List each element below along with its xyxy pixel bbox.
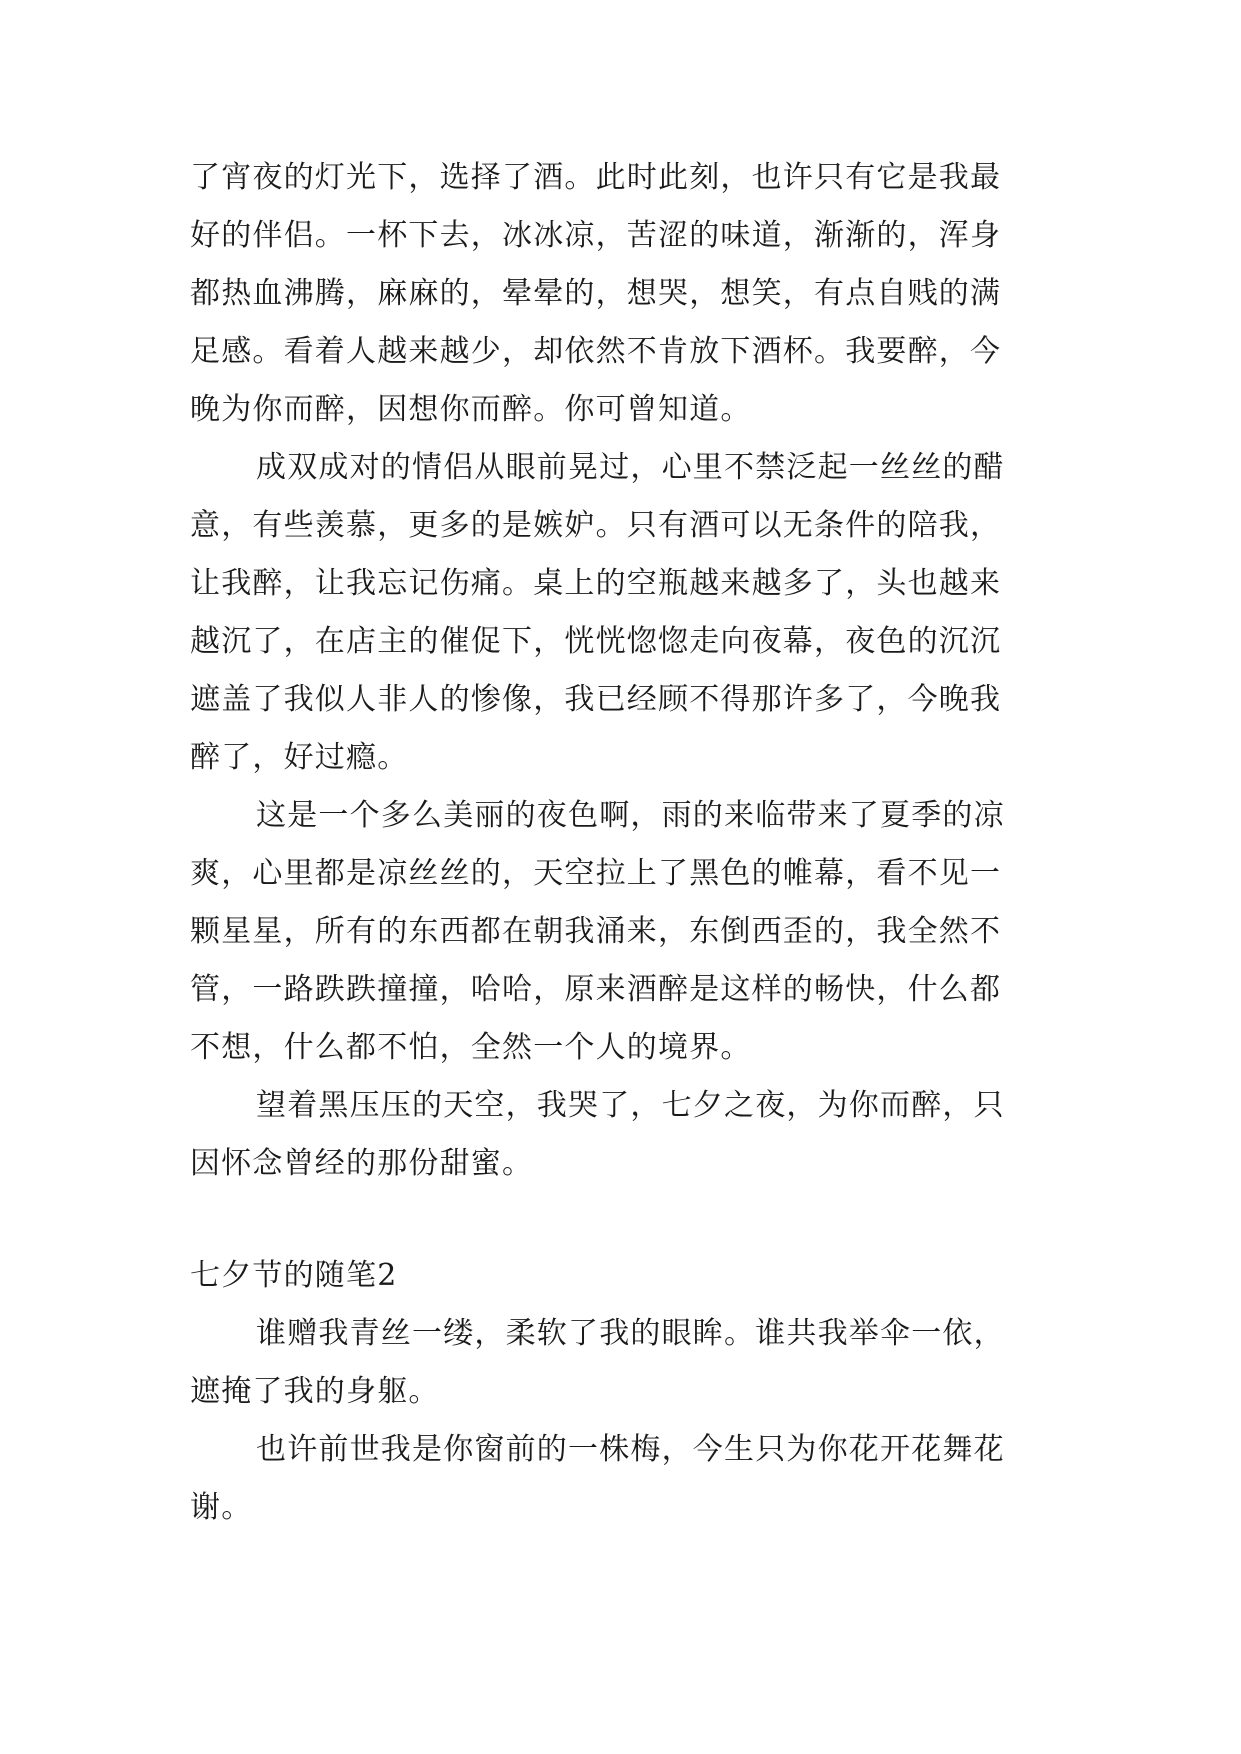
text-line: 了宵夜的灯光下，选择了酒。此时此刻，也许只有它是我最 — [190, 160, 1002, 195]
text-line: 遮盖了我似人非人的惨像，我已经顾不得那许多了，今晚我 — [190, 682, 1002, 717]
text-line: 遮掩了我的身躯。 — [190, 1374, 440, 1409]
text-line: 醉了，好过瘾。 — [190, 740, 409, 775]
text-line: 因怀念曾经的那份甜蜜。 — [190, 1146, 534, 1181]
text-line: 都热血沸腾，麻麻的，晕晕的，想哭，想笑，有点自贱的满 — [190, 276, 1002, 311]
text-line: 让我醉，让我忘记伤痛。桌上的空瓶越来越多了，头也越来 — [190, 566, 1002, 601]
text-line: 晚为你而醉，因想你而醉。你可曾知道。 — [190, 392, 752, 427]
document-body — [190, 158, 1052, 1546]
paragraph-start-line: 望着黑压压的天空，我哭了，七夕之夜，为你而醉，只 — [256, 1088, 1005, 1123]
paragraph-start-line: 也许前世我是你窗前的一株梅，今生只为你花开花舞花 — [256, 1432, 1005, 1467]
text-line: 爽，心里都是凉丝丝的，天空拉上了黑色的帷幕，看不见一 — [190, 856, 1002, 891]
paragraph-start-line: 成双成对的情侣从眼前晃过，心里不禁泛起一丝丝的醋 — [256, 450, 1005, 485]
text-line: 好的伴侣。一杯下去，冰冰凉，苦涩的味道，渐渐的，浑身 — [190, 218, 1002, 253]
paragraph-start-line: 这是一个多么美丽的夜色啊，雨的来临带来了夏季的凉 — [256, 798, 1005, 833]
section-heading: 七夕节的随笔2 — [190, 1258, 398, 1293]
text-line: 不想，什么都不怕，全然一个人的境界。 — [190, 1030, 752, 1065]
text-line: 越沉了，在店主的催促下，恍恍惚惚走向夜幕，夜色的沉沉 — [190, 624, 1002, 659]
text-line: 谢。 — [190, 1490, 253, 1525]
text-line: 足感。看着人越来越少，却依然不肯放下酒杯。我要醉，今 — [190, 334, 1002, 369]
text-line: 颗星星，所有的东西都在朝我涌来，东倒西歪的，我全然不 — [190, 914, 1002, 949]
section-gap — [190, 1202, 1052, 1256]
text-line: 意，有些羡慕，更多的是嫉妒。只有酒可以无条件的陪我， — [190, 508, 1002, 543]
paragraph-start-line: 谁赠我青丝一缕，柔软了我的眼眸。谁共我举伞一依， — [256, 1316, 1005, 1351]
text-line: 管，一路跌跌撞撞，哈哈，原来酒醉是这样的畅快，什么都 — [190, 972, 1002, 1007]
